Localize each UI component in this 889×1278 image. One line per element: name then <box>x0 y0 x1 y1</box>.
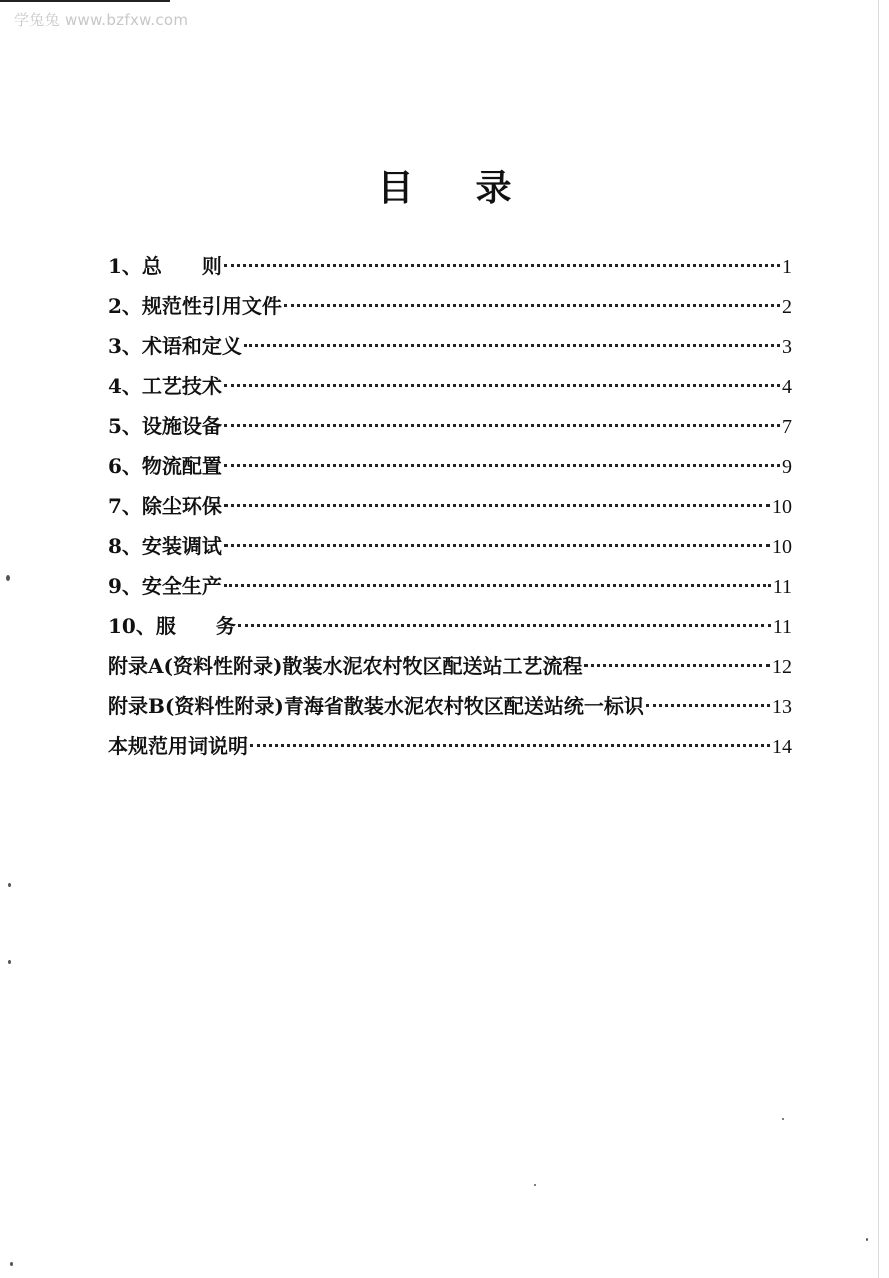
toc-entry-page: 12 <box>772 656 792 678</box>
toc-entry[interactable] <box>108 290 792 330</box>
toc-entry-page: 11 <box>772 616 792 638</box>
toc-entry[interactable] <box>108 250 792 290</box>
toc-entry[interactable] <box>108 570 792 610</box>
toc-entry-page: 9 <box>782 456 792 478</box>
toc-entry-page: 10 <box>772 496 792 518</box>
toc-entry[interactable] <box>108 650 792 690</box>
toc-entry-title: 6、物流配置 <box>108 454 222 478</box>
toc-entry-title: 7、除尘环保 <box>108 494 222 518</box>
toc-dot-leader <box>584 664 770 667</box>
toc-entry-page: 3 <box>782 336 792 358</box>
toc-dot-leader <box>224 464 780 467</box>
toc-dot-leader <box>224 424 780 427</box>
toc-entry-title: 3、术语和定义 <box>108 334 242 358</box>
toc-entry-page: 11 <box>772 576 792 598</box>
toc-entry[interactable] <box>108 610 792 650</box>
page-title: 目录 <box>377 168 574 209</box>
toc-entry-page: 1 <box>782 256 792 278</box>
toc-dot-leader <box>224 264 780 267</box>
toc-entry[interactable] <box>108 490 792 530</box>
toc-dot-leader <box>238 624 771 627</box>
scan-speck <box>782 1118 784 1120</box>
top-edge-line <box>0 0 170 2</box>
toc-entry-title: 4、工艺技术 <box>108 374 222 398</box>
toc-entry-title: 2、规范性引用文件 <box>108 294 282 318</box>
toc-entry-page: 2 <box>782 296 792 318</box>
toc-entry[interactable] <box>108 330 792 370</box>
toc-entry-page: 7 <box>782 416 792 438</box>
toc-entry-page: 4 <box>782 376 792 398</box>
toc-entry[interactable] <box>108 370 792 410</box>
toc-entry-title: 附录A(资料性附录)散装水泥农村牧区配送站工艺流程 <box>108 654 583 678</box>
toc-entry[interactable] <box>108 690 792 730</box>
toc-dot-leader <box>224 384 780 387</box>
scan-speck <box>866 1238 868 1241</box>
toc-dot-leader <box>224 544 770 547</box>
toc-dot-leader <box>646 704 770 707</box>
toc-entry[interactable] <box>108 730 792 770</box>
toc-entry[interactable] <box>108 410 792 450</box>
toc-entry-title: 10、服 务 <box>108 614 236 638</box>
toc-entry-title: 附录B(资料性附录)青海省散装水泥农村牧区配送站统一标识 <box>108 694 644 718</box>
table-of-contents <box>108 250 792 770</box>
scan-speck <box>10 1262 13 1266</box>
toc-dot-leader <box>224 504 770 507</box>
toc-dot-leader <box>250 744 770 747</box>
watermark: 学兔兔 www.bzfxw.com <box>14 11 189 29</box>
toc-entry-page: 10 <box>772 536 792 558</box>
toc-entry-page: 13 <box>772 696 792 718</box>
toc-dot-leader <box>284 304 780 307</box>
toc-entry-title: 8、安装调试 <box>108 534 222 558</box>
scan-speck <box>534 1184 536 1186</box>
toc-entry-title: 本规范用词说明 <box>108 734 248 758</box>
toc-entry-title: 9、安全生产 <box>108 574 222 598</box>
scan-speck <box>6 575 10 581</box>
toc-entry-title: 5、设施设备 <box>108 414 222 438</box>
toc-entry-page: 14 <box>772 736 792 758</box>
toc-entry[interactable] <box>108 450 792 490</box>
toc-entry[interactable] <box>108 530 792 570</box>
toc-entry-title: 1、总 则 <box>108 254 222 278</box>
scan-speck <box>8 883 11 887</box>
toc-dot-leader <box>244 344 780 347</box>
scan-speck <box>8 960 11 964</box>
toc-dot-leader <box>224 584 771 587</box>
